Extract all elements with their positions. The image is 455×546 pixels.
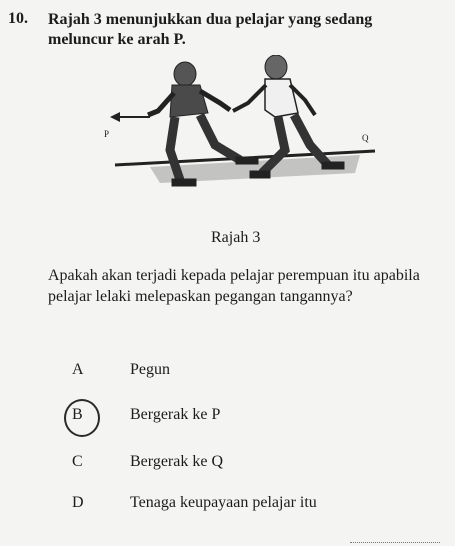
option-c[interactable] (64, 451, 364, 475)
option-letter: C (72, 453, 83, 470)
skaters-illustration (90, 55, 390, 220)
option-letter: D (72, 494, 84, 511)
option-letter: A (72, 361, 84, 378)
option-b[interactable] (64, 404, 364, 428)
question-prompt: Apakah akan terjadi kepada pelajar perempuan itu apabila pelajar lelaki melepaskan pegangan tangannya? (48, 267, 420, 305)
option-a[interactable] (64, 359, 364, 383)
figure-label-p: P (104, 129, 110, 139)
figure-label-q: Q (362, 133, 369, 143)
figure-caption: Rajah 3 (211, 229, 261, 246)
option-text: Bergerak ke Q (130, 453, 223, 470)
option-text: Pegun (130, 361, 170, 378)
option-letter: B (72, 406, 83, 423)
option-text: Tenaga keupayaan pelajar itu (130, 494, 317, 511)
option-text: Bergerak ke P (130, 406, 221, 423)
question-number: 10. (8, 10, 28, 27)
question-stem: Rajah 3 menunjukkan dua pelajar yang sedang meluncur ke arah P. (48, 11, 373, 48)
scan-edge-mark (350, 542, 440, 545)
direction-arrow-icon (110, 112, 150, 122)
option-d[interactable] (64, 492, 394, 516)
